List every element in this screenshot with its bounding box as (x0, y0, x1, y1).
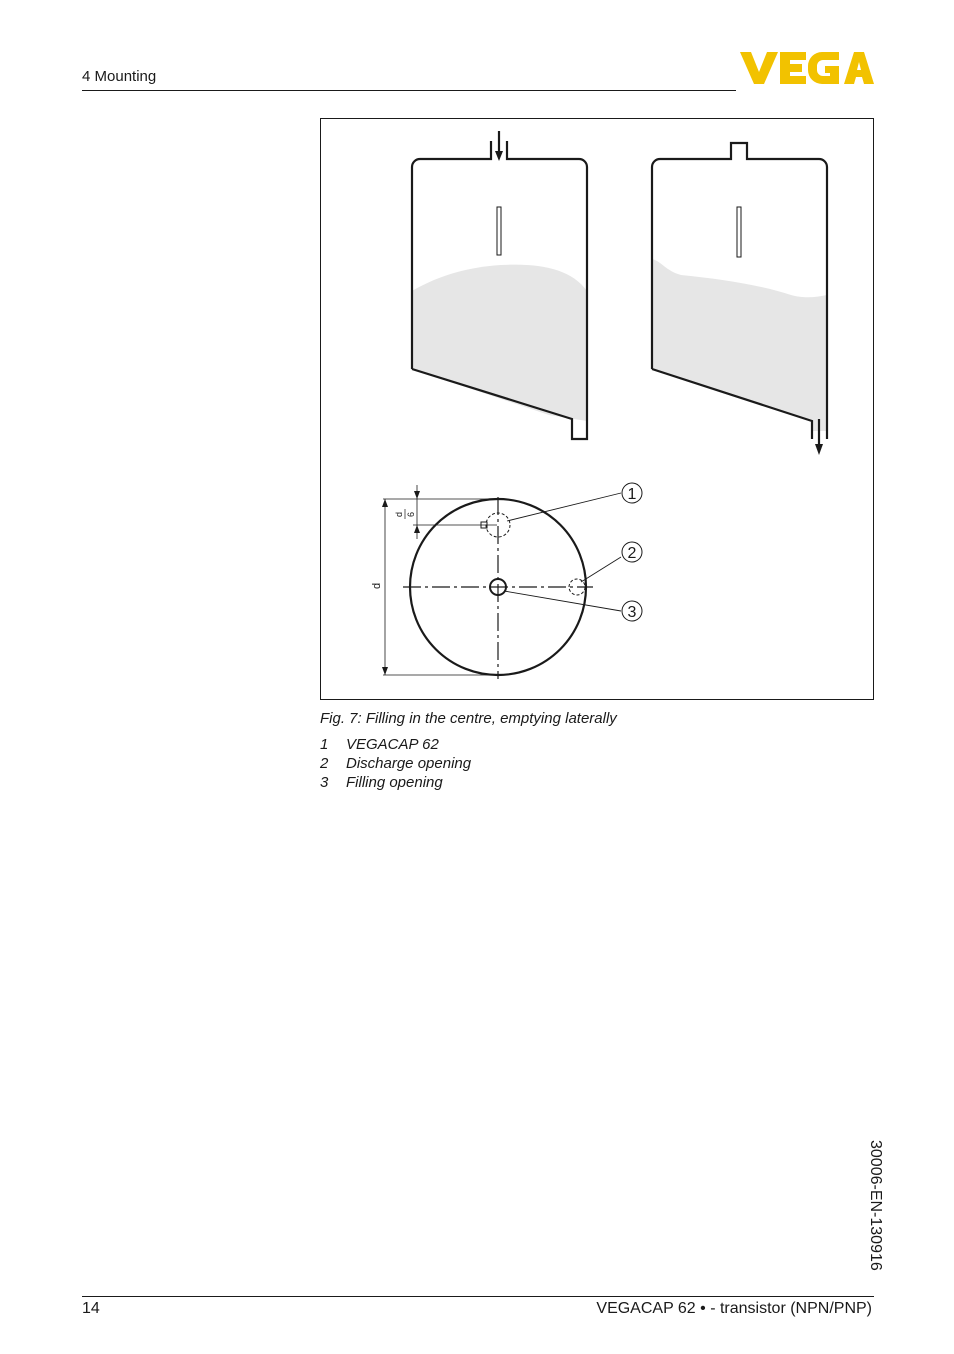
header-rule (82, 90, 736, 91)
footer-product-name: VEGACAP 62 • - transistor (NPN/PNP) (596, 1300, 872, 1317)
page-number: 14 (82, 1300, 100, 1317)
figure-frame (320, 118, 874, 700)
callout-2-leader (581, 557, 621, 582)
document-id: 30006-EN-130916 (867, 1140, 884, 1271)
right-outflow-arrowhead (815, 444, 823, 455)
top-view (382, 485, 621, 679)
legend-label: Filling opening (346, 774, 443, 791)
callout-1-label: 1 (627, 486, 637, 503)
left-silo-fill (412, 265, 587, 421)
callout-1 (622, 483, 642, 503)
dimension-label-d: d (371, 582, 383, 589)
header-section-title: 4 Mounting (82, 68, 157, 85)
callout-3-label: 3 (627, 604, 637, 621)
callout-1-leader (507, 493, 621, 521)
silo-diagram (321, 119, 873, 699)
legend-item (320, 774, 443, 791)
legend-label: Discharge opening (346, 755, 472, 772)
footer-rule (82, 1296, 874, 1297)
callout-2-label: 2 (627, 545, 637, 562)
legend-number: 1 (320, 736, 329, 753)
right-silo-fill (652, 259, 827, 431)
dimension-fraction-bottom: 6 (406, 511, 416, 517)
left-probe (497, 207, 501, 255)
callout-3 (622, 601, 642, 621)
right-silo (652, 143, 827, 455)
vega-logo-letters (740, 52, 874, 84)
left-inflow-arrowhead (495, 151, 503, 161)
legend-item (320, 736, 439, 753)
vega-logo (740, 52, 874, 84)
right-probe (737, 207, 741, 257)
figure-caption: Fig. 7: Filling in the centre, emptying laterally (320, 710, 617, 727)
dimension-fraction-top: d (394, 511, 404, 517)
left-silo (412, 131, 587, 439)
callout-2 (622, 542, 642, 562)
legend-number: 3 (320, 774, 329, 791)
legend-number: 2 (320, 755, 329, 772)
callout-3-leader (504, 591, 621, 611)
legend-item (320, 755, 471, 772)
legend-label: VEGACAP 62 (346, 736, 439, 753)
